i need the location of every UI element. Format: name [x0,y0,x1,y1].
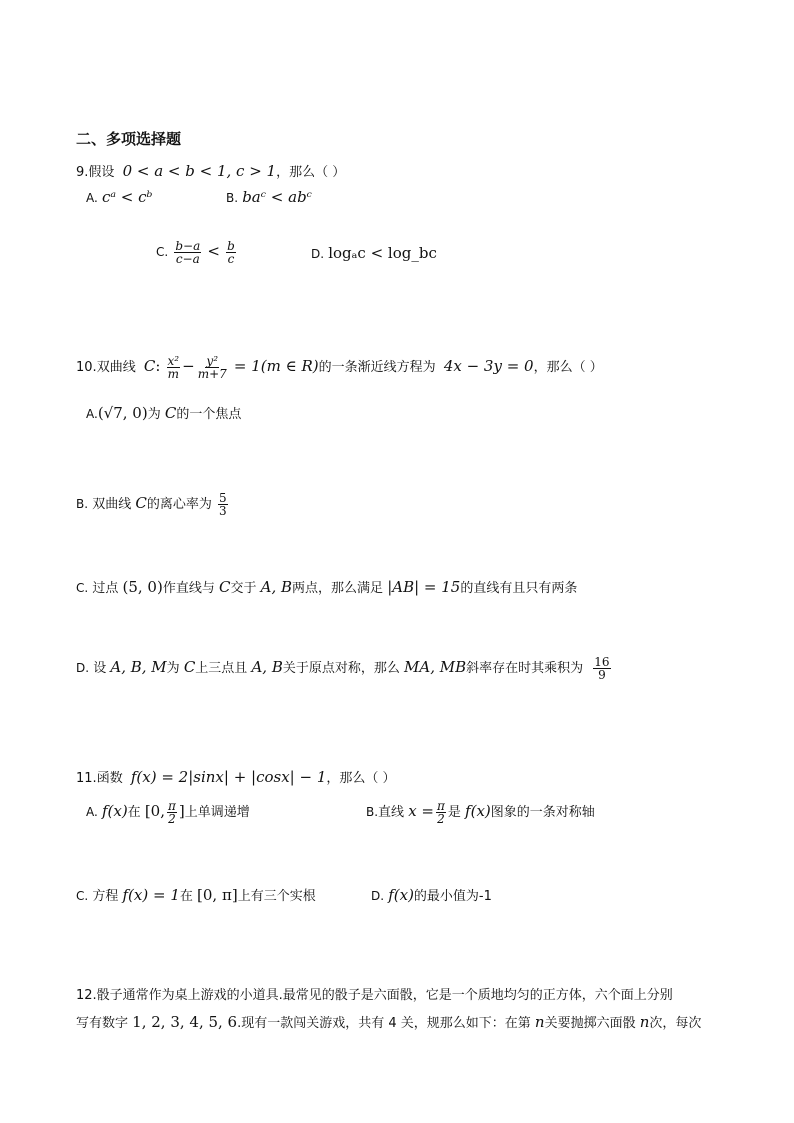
stem-text: ，那么（ ） [326,771,396,786]
dice-numbers: 1, 2, 3, 4, 5, 6 [132,1013,238,1031]
option-text: 为 [166,661,180,676]
option-text: 上单调递增 [184,805,250,820]
curve-name: C [143,357,156,375]
curve-name: C [135,494,147,512]
fraction-denominator: c [227,252,235,266]
stem-text: 关要抛掷六面骰 [544,1016,636,1031]
curve-name: C [183,658,196,676]
option-text: 过点 [92,581,119,596]
function-formula: f(x) = 2|sinx| + |cosx| − 1 [130,768,327,786]
fraction [436,800,446,825]
fraction-denominator: 3 [218,504,227,518]
option-text: 在 [127,805,141,820]
question-11-stem [76,768,396,787]
fraction-numerator: π [437,799,445,813]
fraction [174,240,201,265]
section-heading: 二、多项选择题 [76,130,182,148]
points: A, B [260,578,293,596]
option-label: C. [156,245,169,259]
fraction-numerator: b [227,239,235,253]
option-text: 两点，那么满足 [292,581,384,596]
question-12-line-2 [76,1013,701,1032]
fraction-numerator: π [168,799,176,813]
fraction-numerator: y² [206,354,219,368]
fraction [197,355,228,380]
q10-option-d [76,656,613,681]
fraction [167,355,181,380]
option-text: 交于 [230,581,257,596]
option-text: 是 [447,805,461,820]
option-text: 设 [93,661,107,676]
q11-option-c [76,886,316,905]
option-label: D. [76,661,90,675]
option-text: 作直线与 [162,581,215,596]
fraction-denominator: m [167,367,180,381]
q11-option-b [366,800,595,825]
equation-tail: = 1(m ∈ R) [233,357,319,375]
option-text: 的直线有且只有两条 [460,581,578,596]
lines: MA, MB [404,658,467,676]
stem-text: 的一条渐近线方程为 [318,360,436,375]
curve-name: C [164,404,177,422]
equation: x = [408,802,434,820]
stem-text: 次，每次 [649,1016,702,1031]
variable-n: n [534,1013,545,1031]
fraction [167,800,177,825]
option-text: 上有三个实根 [237,889,316,904]
fraction [226,240,236,265]
condition-formula: 0 < a < b < 1, c > 1 [122,162,277,180]
option-label: B. [76,497,89,511]
q11-option-a [86,800,250,825]
q9-option-a [86,188,153,207]
fraction-denominator: 2 [437,812,445,826]
condition-formula: |AB| = 15 [387,578,461,596]
question-number: 11. [76,771,97,786]
option-formula: baᶜ < abᶜ [242,188,312,206]
option-label: C. [76,581,89,595]
stem-text: .现有一款闯关游戏，共有 4 关，规那么如下：在第 [237,1016,531,1031]
point: (5, 0) [122,578,163,596]
q10-option-a [86,404,241,423]
stem-text: 写有数字 [76,1016,129,1031]
interval: [0, π] [197,886,238,904]
option-text: 双曲线 [92,497,132,512]
q10-option-c [76,578,577,597]
fraction-numerator: x² [167,354,180,368]
point: (√7, 0) [97,404,148,422]
fraction [218,492,228,517]
option-label: A. [86,407,98,421]
stem-text: 假设 [88,165,115,180]
option-label: C. [76,889,89,903]
equation: f(x) = 1 [122,886,180,904]
fraction-denominator: 9 [598,668,606,682]
fraction-denominator: c−a [175,252,200,266]
option-formula: cᵃ < cᵇ [101,188,153,206]
question-10-stem: 10.双曲线 C: $\frac{\text{x²}}{m}$ − $\frac{\text{y²}}{m+7}$ = 1(m ∈ R)的一条渐近线方程为 4x − 3y = 0，那么（ ） [76,354,603,381]
stem-text: ，那么（ ） [533,360,603,375]
interval-left: [0, [144,802,165,820]
fraction-denominator: 2 [168,812,176,826]
fraction-numerator: b−a [175,239,201,253]
option-label: B. [226,191,239,205]
q10-option-b [76,492,230,517]
interval-right: ] [178,802,185,820]
option-text: 的最小值为-1 [413,889,492,904]
q11-option-d [371,886,492,905]
question-9-stem [76,162,345,181]
option-text: 的离心率为 [146,497,212,512]
option-text: 的一个焦点 [176,407,242,422]
function: f(x) [388,886,414,904]
fraction [593,656,610,681]
option-label: B. [366,805,379,819]
variable-n: n [639,1013,650,1031]
q9-option-d [311,244,437,263]
colon: : [155,357,161,375]
option-label: A. [86,191,98,205]
option-text: 斜率存在时其乘积为 [466,661,584,676]
q9-option-b [226,188,312,207]
stem-text: ，那么（ ） [276,165,346,180]
fraction-numerator: 5 [218,491,227,505]
curve-name: C [218,578,231,596]
option-formula: logₐc < log_bc [328,244,437,262]
option-text: 上三点且 [195,661,248,676]
function: f(x) [101,802,128,820]
question-12-line-1: 12.骰子通常作为桌上游戏的小道具.最常见的骰子是六面骰，它是一个质地均匀的正方体，六个面上分别 [76,988,673,1003]
option-text: 在 [179,889,193,904]
operator: < [207,242,220,260]
stem-text: 双曲线 [96,360,136,375]
fraction-numerator: 16 [594,655,610,669]
option-label: A. [86,805,98,819]
points: A, B [251,658,283,676]
function: f(x) [465,802,491,820]
option-text: 关于原点对称，那么 [282,661,400,676]
asymptote-equation: 4x − 3y = 0 [443,357,534,375]
option-text: 直线 [378,805,405,820]
fraction-denominator: m+7 [197,367,227,381]
q9-option-c [156,240,238,265]
stem-text: 函数 [96,771,123,786]
question-number: 10. [76,360,97,375]
option-text: 图象的一条对称轴 [490,805,595,820]
option-label: D. [371,889,385,903]
question-number: 9. [76,165,89,180]
points: A, B, M [110,658,167,676]
option-text: 方程 [92,889,119,904]
option-label: D. [311,247,325,261]
option-text: 为 [147,407,161,422]
